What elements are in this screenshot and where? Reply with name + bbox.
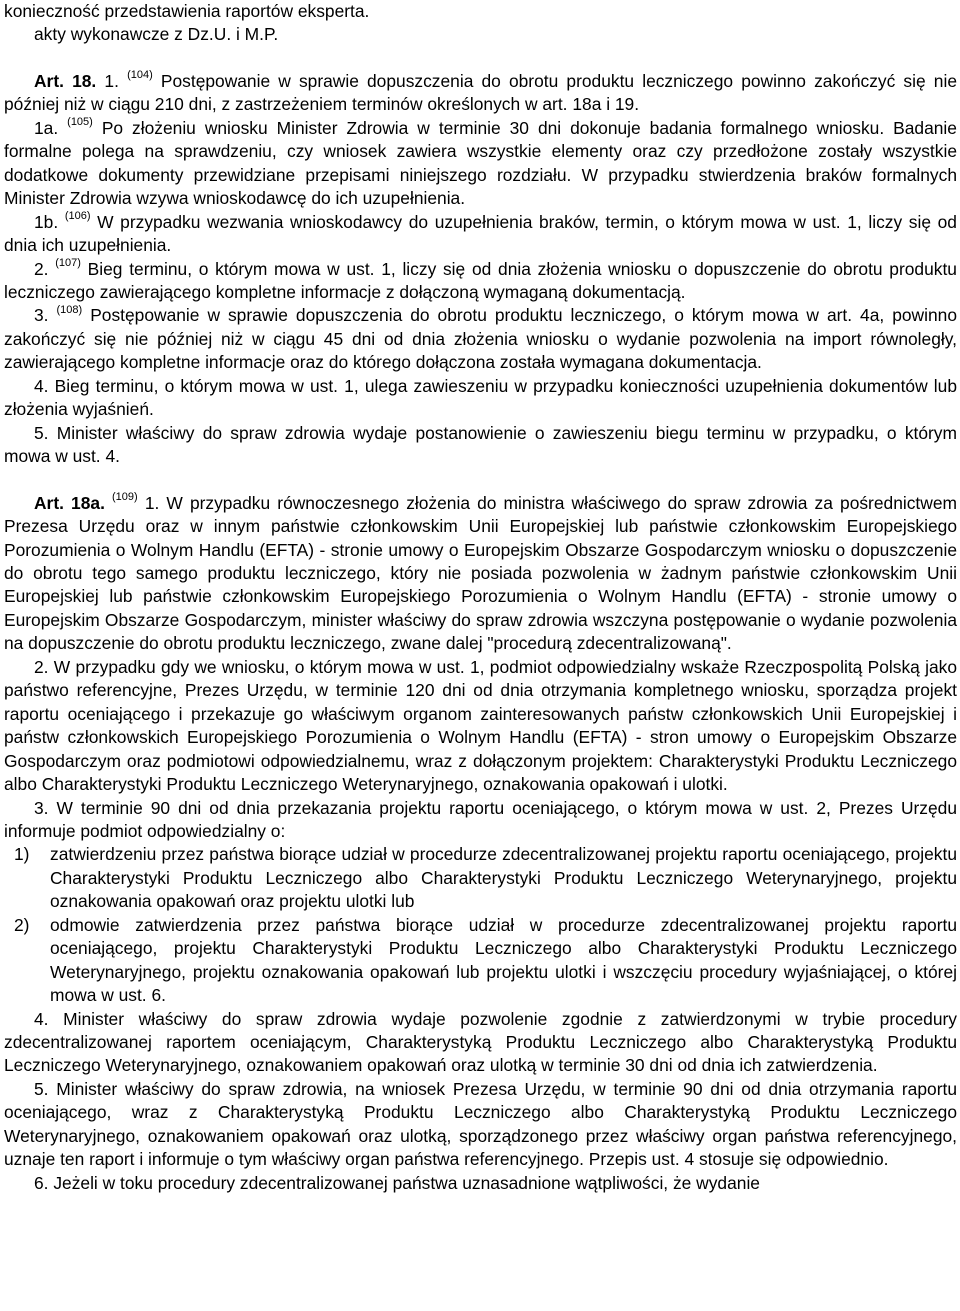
paragraph-text: Po złożeniu wniosku Minister Zdrowia w terminie 30 dni dokonuje badania formalnego wniosku. Badanie formalne polega na sprawdzeniu, czy wniosek zawiera wszystkie elementy oraz czy przedłożone zostały wszystkie dodatkowe dokumenty przewidziane przepisami niniejszego rozdziału. W przypadku stwierdzenia braków formalnych Minister Zdrowia wzywa wnioskodawcę do ich uzupełnienia. <box>4 117 957 209</box>
list-item-text: odmowie zatwierdzenia przez państwa biorące udział w procedurze zdecentralizowanej projektu raportu oceniającego, projektu Charakterystyki Produktu Leczniczego albo Charakterystyki Produktu Leczniczego Weterynaryjnego, projektu oznakowania opakowań lub projektu ulotki i wszczęciu procedury wyjaśniającej, o której mowa w ust. 6. <box>50 914 957 1006</box>
list-item-text: zatwierdzeniu przez państwa biorące udział w procedurze zdecentralizowanej projektu raportu oceniającego, projektu Charakterystyki Produktu Leczniczego albo Charakterystyki Produktu Leczniczego Weterynaryjnego, projektu oznakowania opakowań oraz projektu ulotki lub <box>50 844 957 912</box>
footnote-ref: (109) <box>112 490 138 503</box>
art-18-ust-1b <box>4 211 957 258</box>
art-18a-ust-2: 2. W przypadku gdy we wniosku, o którym mowa w ust. 1, podmiot odpowiedzialny wskaże Rzeczpospolitą Polską jako państwo referencyjne, Prezes Urzędu, w terminie 120 dni od dnia otrzymania kompletnego wniosku, sporządza projekt raportu oceniającego i przekazuje go właściwym organom zainteresowanych państw członkowskich Unii Europejskiej i państw członkowskich Europejskiego Porozumienia o Wolnym Handlu (EFTA) - stron umowy o Europejskim Obszarze Gospodarczym oraz podmiotowi odpowiedzialnemu, wraz z dołączonym projektem: Charakterystyki Produktu Leczniczego albo Charakterystyki Produktu Leczniczego Weterynaryjnego, oznakowania opakowań i ulotki. <box>4 656 957 795</box>
art-18-ust-1a <box>4 117 957 211</box>
art-18-ust-4: 4. Bieg terminu, o którym mowa w ust. 1, ulega zawieszeniu w przypadku konieczności uzupełnienia dokumentów lub złożenia wyjaśnień. <box>4 375 957 420</box>
list-item <box>4 914 957 1008</box>
intro-line: akty wykonawcze z Dz.U. i M.P. <box>34 24 279 45</box>
art-18a-ust-5: 5. Minister właściwy do spraw zdrowia, na wniosek Prezesa Urzędu, w terminie 90 dni od dnia otrzymania raportu oceniającego, wraz z Charakterystyką Produktu Leczniczego albo Charakterystyką Produktu Leczniczego Weterynaryjnego, oznakowaniem opakowań oraz ulotką, sporządzonego przez właściwy organ państwa referencyjnego, uznaje ten raport i informuje o tym właściwy organ państwa referencyjnego. Przepis ust. 4 stosuje się odpowiednio. <box>4 1078 957 1170</box>
paragraph-text: W przypadku wezwania wnioskodawcy do uzupełnienia braków, termin, o którym mowa w ust. 1, liczy się od dnia ich uzupełnienia. <box>4 211 957 256</box>
article-heading: Art. 18a. <box>34 492 105 513</box>
footnote-ref: (106) <box>64 209 91 222</box>
footnote-ref: (108) <box>56 303 83 316</box>
article-heading: Art. 18. <box>34 70 97 91</box>
paragraph-text: Bieg terminu, o którym mowa w ust. 1, liczy się od dnia złożenia wniosku o dopuszczenie do obrotu produktu leczniczego zawierającego kompletne informacje z dołączoną wymaganą dokumentacją. <box>4 258 957 302</box>
art-18a-ust-3: 3. W terminie 90 dni od dnia przekazania projektu raportu oceniającego, o którym mowa w ust. 2, Prezes Urzędu informuje podmiot odpowiedzialny o: <box>4 797 957 841</box>
art-18a-ust-4: 4. Minister właściwy do spraw zdrowia wydaje pozwolenie zgodnie z zatwierdzonymi w trybie procedury zdecentralizowanej raportem oceniającym, Charakterystyką Produktu Leczniczego albo Charakterystyką Produktu Leczniczego Weterynaryjnego, oznakowaniem opakowań oraz ulotką w terminie 30 dni od dnia ich zatwierdzenia. <box>4 1008 957 1076</box>
paragraph-text: Postępowanie w sprawie dopuszczenia do obrotu produktu leczniczego, o którym mowa w art. 4a, powinno zakończyć się nie później niż w ciągu 45 dni od dnia złożenia wniosku o wydanie pozwolenia na import równoległy, zawierającego kompletne informacje oraz do którego dołączona została wymagana dokumentacja. <box>4 305 957 373</box>
art-18-ust-3 <box>4 304 957 374</box>
art-18-ust-1 <box>4 70 957 117</box>
art-18-ust-5: 5. Minister właściwy do spraw zdrowia wydaje postanowienie o zawieszeniu biegu terminu w przypadku, o którym mowa w ust. 4. <box>4 422 957 467</box>
ust-number: 1b. <box>34 211 59 232</box>
footnote-ref: (107) <box>55 256 81 269</box>
footnote-ref: (104) <box>127 69 153 82</box>
ust-number: 1a. <box>34 117 59 138</box>
art-18a-ust-1 <box>4 492 957 656</box>
art-18a-ust-6: 6. Jeżeli w toku procedury zdecentralizowanej państwa uznasadnione wątpliwości, że wydanie <box>34 1172 760 1193</box>
intro-line: konieczność przedstawienia raportów eksperta. <box>4 1 370 21</box>
art-18-ust-2 <box>4 258 957 305</box>
ust-number: 2. <box>34 258 49 279</box>
ust-number: 1. <box>104 70 119 91</box>
paragraph-text: 1. W przypadku równoczesnego złożenia do ministra właściwego do spraw zdrowia za pośrednictwem Prezesa Urzędu oraz w innym państwie członkowskim Unii Europejskiej lub państwie członkowskim Europejskiego Porozumienia o Wolnym Handlu (EFTA) - stronie umowy o Europejskim Obszarze Gospodarczym wniosku o dopuszczenie do obrotu tego samego produktu leczniczego, który nie posiada pozwolenia w żadnym państwie członkowskim Unii Europejskiej lub państwie członkowskim Europejskiego Porozumienia o Wolnym Handlu (EFTA) - stronie umowy o Europejskim Obszarze Gospodarczym, minister właściwy do spraw zdrowia wszczyna postępowanie o wydanie pozwolenia na dopuszczenie do obrotu produktu leczniczego, zwane dalej "procedurą zdecentralizowaną". <box>4 492 957 654</box>
list-item <box>4 843 957 913</box>
list-item-number: 1) <box>14 844 30 865</box>
ust-number: 3. <box>34 305 49 326</box>
paragraph-text: Postępowanie w sprawie dopuszczenia do obrotu produktu leczniczego powinno zakończyć się nie później niż w ciągu 210 dni, z zastrzeżeniem terminów określonych w art. 18a i 19. <box>4 70 957 115</box>
list-item-number: 2) <box>14 914 30 935</box>
footnote-ref: (105) <box>67 116 93 129</box>
